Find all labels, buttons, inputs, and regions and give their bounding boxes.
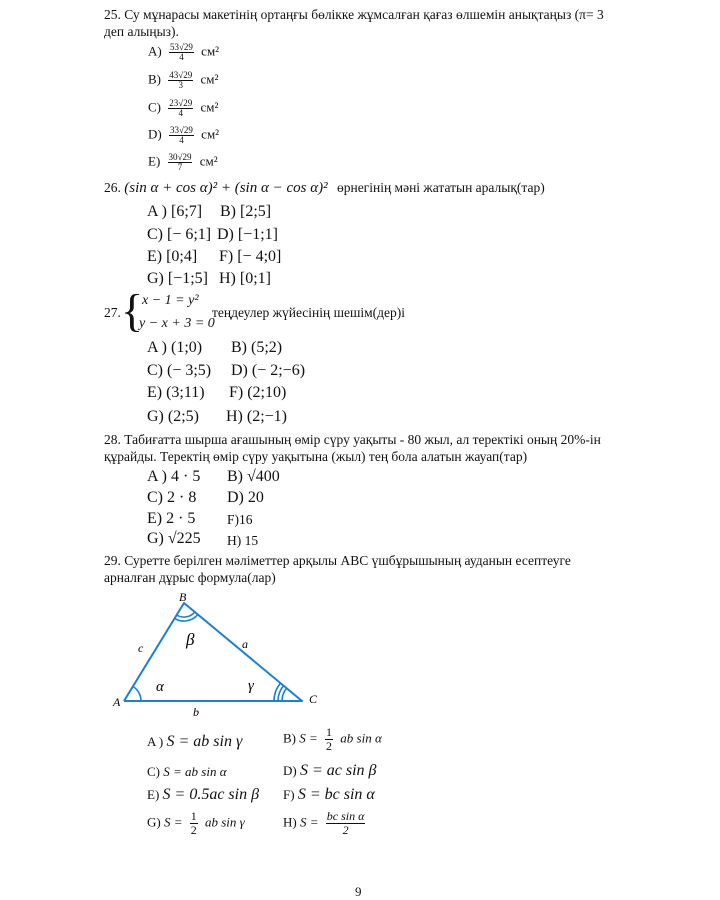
fraction: $\frac{53√29}{4}$	[169, 42, 193, 62]
fraction: $\frac{\text{bc sin α}}{2}$	[326, 809, 365, 837]
unit: см²	[201, 126, 220, 142]
question-number: 26.	[104, 180, 121, 195]
q28-option-h[interactable]: H) 15	[227, 533, 259, 548]
system-brace: {	[121, 285, 144, 336]
side-label-a: a	[242, 637, 248, 651]
q27-option-f[interactable]: F) (2;10)	[229, 384, 287, 401]
fraction: $\frac{1}{2}$	[326, 725, 333, 753]
option-label: E)	[147, 787, 160, 802]
q28-option-f[interactable]: F)16	[227, 512, 253, 527]
formula: S = ab sin γ	[166, 733, 243, 750]
question-26	[104, 180, 545, 197]
option-label: F)	[283, 787, 295, 802]
equation-2: y − x + 3 = 0	[139, 316, 215, 331]
formula: S = bc sin α	[297, 786, 375, 803]
fraction: $\frac{1}{2}$	[190, 809, 197, 837]
q26-option-g[interactable]: G) [−1;5]	[147, 270, 209, 287]
option-label: C)	[148, 99, 161, 115]
angle-label-alpha: α	[156, 679, 164, 695]
question-27-number: 27.	[104, 305, 121, 320]
unit: см²	[201, 43, 220, 59]
q29-option-f[interactable]	[283, 786, 375, 804]
unit: см²	[200, 71, 219, 87]
q27-option-c[interactable]: C) (− 3;5)	[147, 362, 212, 379]
question-text: өрнегінің мәні жататын аралық(тар)	[336, 180, 545, 195]
q27-option-e[interactable]: E) (3;11)	[147, 384, 205, 401]
unit: см²	[200, 99, 219, 115]
q29-option-a[interactable]	[147, 733, 242, 751]
formula: S = 0.5ac sin β	[162, 786, 260, 803]
q26-option-f[interactable]: F) [− 4;0]	[219, 248, 282, 265]
fraction: $\frac{23√29}{4}$	[169, 98, 193, 118]
formula: S = ab sin α	[163, 764, 227, 779]
question-28-text: 28. Табиғатта шырша ағашының өмір сүру уақыты - 80 жыл, ал теректікі оның 20%-ін құрайды. Теректің өмір сүру уақытына (жыл) тең бола алатын жауап(тар)	[104, 432, 601, 464]
triangle-outline	[124, 603, 302, 701]
vertex-label-a: A	[113, 695, 121, 709]
q27-option-d[interactable]: D) (− 2;−6)	[231, 362, 306, 379]
fraction: $\frac{30√29}{7}$	[168, 152, 192, 172]
q28-option-c[interactable]: C) 2 · 8	[147, 489, 197, 506]
angle-beta-arc	[177, 612, 195, 617]
option-label: C)	[147, 764, 160, 779]
q29-option-c[interactable]	[147, 764, 227, 780]
q26-option-c[interactable]: C) [− 6;1]	[147, 226, 212, 243]
angle-gamma-arc	[282, 688, 287, 701]
q25-option-e[interactable]	[148, 153, 218, 172]
q25-option-b[interactable]	[148, 71, 218, 90]
q29-option-b[interactable]: B) S = $\frac{1}{2}$ ab sin α	[283, 725, 382, 753]
option-label: A )	[147, 734, 164, 749]
q26-option-e[interactable]: E) [0;4]	[147, 248, 198, 265]
math-expression: (sin α + cos α)² + (sin α − cos α)²	[124, 180, 328, 196]
q28-option-d[interactable]: D) 20	[227, 489, 264, 506]
q26-option-a[interactable]: A ) [6;7]	[147, 203, 203, 220]
triangle-diagram	[108, 590, 328, 720]
q29-option-g[interactable]: G) S = $\frac{1}{2}$ ab sin γ	[147, 809, 245, 837]
q26-option-d[interactable]: D) [−1;1]	[217, 226, 279, 243]
q25-option-c[interactable]	[148, 99, 218, 118]
option-label: H)	[283, 814, 297, 830]
fraction: $\frac{43√29}{3}$	[169, 70, 193, 90]
option-label: E)	[148, 153, 161, 169]
angle-alpha-arc	[133, 687, 141, 702]
q25-option-d[interactable]	[148, 126, 219, 145]
angle-label-beta: β	[186, 630, 195, 649]
vertex-label-b: B	[179, 590, 187, 604]
option-label: B)	[283, 730, 296, 746]
vertex-label-c: C	[309, 692, 318, 706]
question-29-text: 29. Суретте берілген мәліметтер арқылы ABC үшбұрышының ауданын есептеуге арналған дұрыс формула(лар)	[104, 553, 571, 585]
q29-option-d[interactable]	[283, 762, 377, 780]
q28-option-a[interactable]: A ) 4 · 5	[147, 468, 201, 485]
option-label: A)	[148, 43, 162, 59]
option-label: D)	[283, 763, 297, 778]
q25-option-a[interactable]	[148, 43, 219, 62]
q27-option-h[interactable]: H) (2;−1)	[226, 408, 288, 425]
side-label-b: b	[193, 705, 199, 719]
q28-option-b[interactable]: B) √400	[227, 468, 280, 485]
q28-option-g[interactable]: G) √225	[147, 530, 201, 547]
angle-label-gamma: γ	[248, 678, 254, 694]
option-label: B)	[148, 71, 161, 87]
q29-option-h[interactable]: H) S = $\frac{\text{bc sin α}}{2}$	[283, 809, 365, 837]
page-number: 9	[355, 884, 362, 899]
q28-option-e[interactable]: E) 2 · 5	[147, 510, 196, 527]
equation-1: x − 1 = y²	[142, 293, 199, 308]
q27-option-b[interactable]: B) (5;2)	[231, 339, 283, 356]
q29-option-e[interactable]	[147, 786, 259, 804]
q26-option-h[interactable]: H) [0;1]	[219, 270, 271, 287]
q27-option-g[interactable]: G) (2;5)	[147, 408, 199, 425]
formula: S = ac sin β	[299, 762, 377, 779]
side-label-c: c	[138, 641, 144, 655]
option-label: G)	[147, 814, 161, 830]
q27-option-a[interactable]: A ) (1;0)	[147, 339, 203, 356]
question-25-text: 25. Су мұнарасы макетінің ортаңғы бөлікке жұмсалған қағаз өлшемін анықтаңыз (π= 3 деп алыңыз).	[104, 7, 604, 39]
unit: см²	[199, 153, 218, 169]
option-label: D)	[148, 126, 162, 142]
q26-option-b[interactable]: B) [2;5]	[220, 203, 272, 220]
fraction: $\frac{33√29}{4}$	[169, 125, 193, 145]
question-27-text: теңдеулер жүйесінің шешім(дер)і	[212, 305, 406, 320]
